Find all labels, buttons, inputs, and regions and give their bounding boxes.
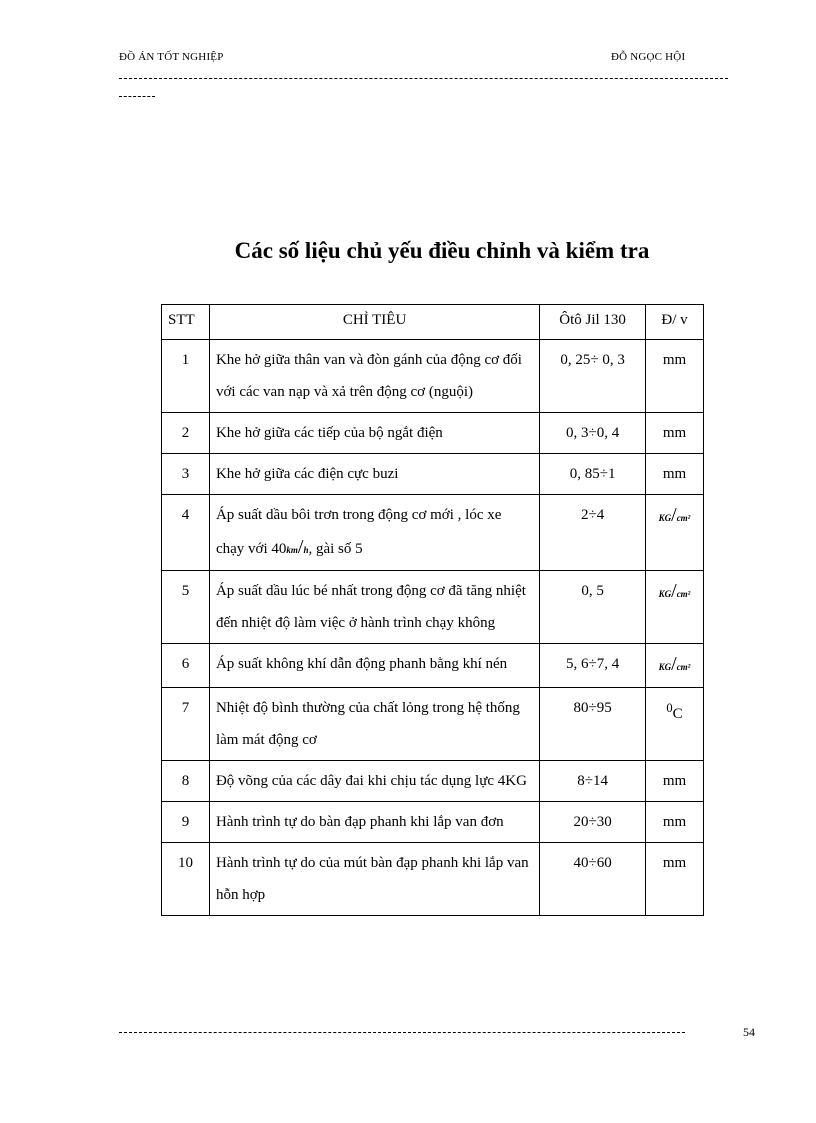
row-number: 10 bbox=[162, 843, 210, 916]
row-value: 5, 6÷7, 4 bbox=[540, 644, 646, 688]
spec-table bbox=[161, 304, 704, 916]
row-unit bbox=[646, 688, 704, 761]
table-header-row bbox=[162, 305, 704, 340]
table-row bbox=[162, 413, 704, 454]
unit-slash: / bbox=[671, 580, 677, 602]
row-value: 80÷95 bbox=[540, 688, 646, 761]
row-number: 3 bbox=[162, 454, 210, 495]
degree-superscript: 0 bbox=[666, 701, 673, 715]
row-number: 6 bbox=[162, 644, 210, 688]
row-description: Khe hở giữa các tiếp của bộ ngắt điện bbox=[209, 413, 539, 454]
row-description: Hành trình tự do bàn đạp phanh khi lắp van đơn bbox=[209, 802, 539, 843]
page-number: 54 bbox=[743, 1025, 755, 1039]
row-description-text: Áp suất dầu bôi trơn trong động cơ mới , lóc xe chạy với 40 bbox=[215, 507, 502, 557]
column-header-vehicle: Ôtô Jil 130 bbox=[540, 305, 646, 340]
row-description: Áp suất dầu lúc bé nhất trong động cơ đã tăng nhiệt đến nhiệt độ làm việc ở hành trình chạy không bbox=[209, 571, 539, 644]
row-value: 8÷14 bbox=[540, 761, 646, 802]
speed-unit-slash: / bbox=[297, 536, 304, 558]
table-row bbox=[162, 843, 704, 916]
row-unit: mm bbox=[646, 843, 704, 916]
table-row bbox=[162, 571, 704, 644]
unit-denominator: cm² bbox=[676, 589, 691, 599]
row-value: 2÷4 bbox=[540, 495, 646, 571]
unit-numerator: KG bbox=[658, 662, 672, 672]
row-value: 20÷30 bbox=[540, 802, 646, 843]
header-author: ĐỖ NGỌC HỘI bbox=[611, 51, 686, 63]
row-value: 0, 3÷0, 4 bbox=[540, 413, 646, 454]
row-unit: mm bbox=[646, 761, 704, 802]
row-number: 1 bbox=[162, 340, 210, 413]
row-description-text: , gài số 5 bbox=[308, 541, 363, 557]
unit-numerator: KG bbox=[658, 513, 672, 523]
table-row bbox=[162, 802, 704, 843]
row-description: Áp suất không khí dẫn động phanh bằng khí nén bbox=[209, 644, 539, 688]
row-number: 7 bbox=[162, 688, 210, 761]
row-description: Hành trình tự do của mút bàn đạp phanh khi lắp van hỗn hợp bbox=[209, 843, 539, 916]
row-unit: mm bbox=[646, 802, 704, 843]
column-header-criterion: CHỈ TIÊU bbox=[209, 305, 539, 340]
table-row bbox=[162, 688, 704, 761]
table-row bbox=[162, 340, 704, 413]
unit-denominator: cm² bbox=[676, 513, 691, 523]
row-unit: mm bbox=[646, 454, 704, 495]
table-row bbox=[162, 644, 704, 688]
footer-divider bbox=[119, 1032, 685, 1033]
row-unit bbox=[646, 644, 704, 688]
row-number: 4 bbox=[162, 495, 210, 571]
row-unit: mm bbox=[646, 413, 704, 454]
row-description bbox=[209, 495, 539, 571]
table-row bbox=[162, 761, 704, 802]
unit-numerator: KG bbox=[658, 589, 672, 599]
table-row bbox=[162, 454, 704, 495]
row-value: 0, 25÷ 0, 3 bbox=[540, 340, 646, 413]
row-description: Khe hở giữa thân van và đòn gánh của động cơ đối với các van nạp và xả trên động cơ (nguội) bbox=[209, 340, 539, 413]
row-number: 2 bbox=[162, 413, 210, 454]
header-divider bbox=[119, 78, 728, 79]
header-left-title: ĐỒ ÁN TỐT NGHIỆP bbox=[119, 51, 224, 63]
row-unit: mm bbox=[646, 340, 704, 413]
row-value: 40÷60 bbox=[540, 843, 646, 916]
row-number: 5 bbox=[162, 571, 210, 644]
header-divider-tail bbox=[119, 96, 155, 97]
column-header-stt: STT bbox=[162, 305, 210, 340]
row-description: Khe hở giữa các điện cực buzi bbox=[209, 454, 539, 495]
row-number: 9 bbox=[162, 802, 210, 843]
table-row bbox=[162, 495, 704, 571]
speed-unit-numerator: km bbox=[286, 545, 298, 555]
unit-slash: / bbox=[671, 653, 677, 675]
row-value: 0, 5 bbox=[540, 571, 646, 644]
row-description: Độ võng của các dây đai khi chịu tác dụng lực 4KG bbox=[209, 761, 539, 802]
row-number: 8 bbox=[162, 761, 210, 802]
row-description: Nhiệt độ bình thường của chất lỏng trong hệ thống làm mát động cơ bbox=[209, 688, 539, 761]
row-unit bbox=[646, 495, 704, 571]
unit-celsius: C bbox=[672, 706, 683, 722]
column-header-unit: Đ/ v bbox=[646, 305, 704, 340]
row-unit bbox=[646, 571, 704, 644]
unit-denominator: cm² bbox=[676, 662, 691, 672]
unit-slash: / bbox=[671, 504, 677, 526]
page-title: Các số liệu chủ yếu điều chỉnh và kiểm tra bbox=[234, 238, 650, 263]
speed-unit-denominator: h bbox=[303, 545, 309, 555]
row-value: 0, 85÷1 bbox=[540, 454, 646, 495]
